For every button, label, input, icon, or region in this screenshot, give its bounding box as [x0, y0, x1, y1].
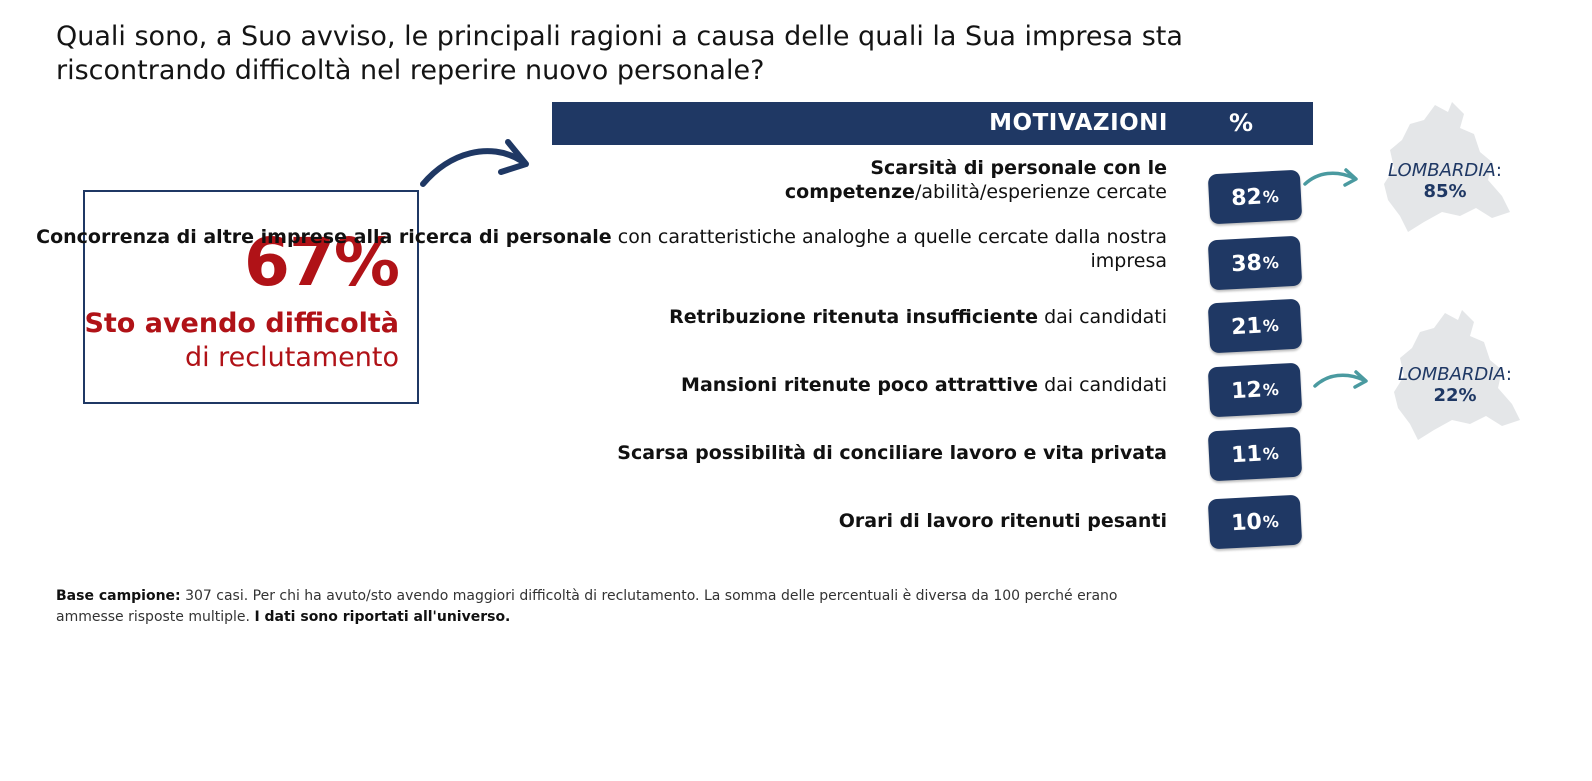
value-unit: % [1262, 443, 1280, 464]
value-number: 21 [1230, 313, 1263, 340]
small-arrow-icon [1312, 368, 1372, 392]
row-label-rest: dai candidati [1038, 306, 1167, 328]
value-number: 82 [1230, 184, 1263, 211]
callout-box [83, 190, 419, 404]
value-unit: % [1262, 511, 1280, 532]
footnote-bold: I dati sono riportati all'universo. [254, 609, 511, 625]
row-label [617, 441, 1167, 465]
question-title: Quali sono, a Suo avviso, le principali ragioni a causa delle quali la Sua impresa sta riscontrando difficoltà nel reperire nuovo personale? [56, 21, 1183, 86]
lombardia-comparison: LOMBARDIA: 22% [1380, 364, 1530, 406]
value-number: 38 [1230, 250, 1263, 277]
row-label [681, 373, 1167, 397]
row-label [839, 509, 1167, 533]
callout-line1: Sto avendo difficoltà [84, 308, 399, 339]
row-label [0, 225, 1167, 273]
lombardia-value: 85% [1423, 181, 1467, 202]
value-number: 12 [1230, 377, 1263, 404]
lombardia-label: LOMBARDIA [1398, 364, 1506, 385]
callout-value: 67% [244, 224, 399, 301]
value-badge [1208, 363, 1302, 418]
curved-arrow-icon [415, 132, 535, 192]
row-label [587, 156, 1167, 204]
value-badge [1208, 495, 1302, 550]
value-number: 10 [1230, 509, 1263, 536]
row-label-bold: Scarsa possibilità di conciliare lavoro e vita privata [617, 442, 1167, 464]
row-label-bold: Orari di lavoro ritenuti pesanti [838, 510, 1167, 532]
row-label-rest: con caratteristiche analoghe a quelle cercate dalla nostra impresa [611, 226, 1167, 272]
row-label [669, 305, 1167, 329]
footnote-label: Base campione: [56, 588, 181, 604]
value-number: 11 [1230, 441, 1263, 468]
header-percent: % [1229, 109, 1254, 137]
lombardia-comparison: LOMBARDIA: 85% [1370, 160, 1520, 202]
row-label-bold: Retribuzione ritenuta insufficiente [669, 306, 1039, 328]
value-badge [1208, 427, 1302, 482]
lombardia-label: LOMBARDIA [1388, 160, 1496, 181]
table-header [552, 102, 1313, 145]
callout-line2: di reclutamento [184, 342, 399, 373]
row-label-rest: /abilità/esperienze cercate [914, 181, 1167, 203]
value-unit: % [1262, 186, 1280, 207]
value-unit: % [1262, 379, 1280, 400]
value-badge [1208, 170, 1302, 225]
row-label-rest: dai candidati [1038, 374, 1167, 396]
value-badge [1208, 236, 1302, 291]
lombardia-value: 22% [1433, 385, 1477, 406]
header-motivazioni: MOTIVAZIONI [989, 110, 1168, 136]
row-label-bold: Scarsità di personale con le competenze [784, 157, 1167, 203]
row-label-bold: Mansioni ritenute poco attrattive [681, 374, 1039, 396]
footnote-text: 307 casi. Per chi ha avuto/sto avendo maggiori difficoltà di reclutamento. La somma delle percentuali è diversa da 100 perché erano ammesse risposte multiple. [56, 588, 1118, 625]
value-badge [1208, 299, 1302, 354]
row-label-bold: Concorrenza di altre imprese alla ricerca di personale [36, 226, 612, 248]
value-unit: % [1262, 315, 1280, 336]
value-unit: % [1262, 252, 1280, 273]
footnote [56, 586, 1176, 628]
small-arrow-icon [1302, 166, 1362, 190]
